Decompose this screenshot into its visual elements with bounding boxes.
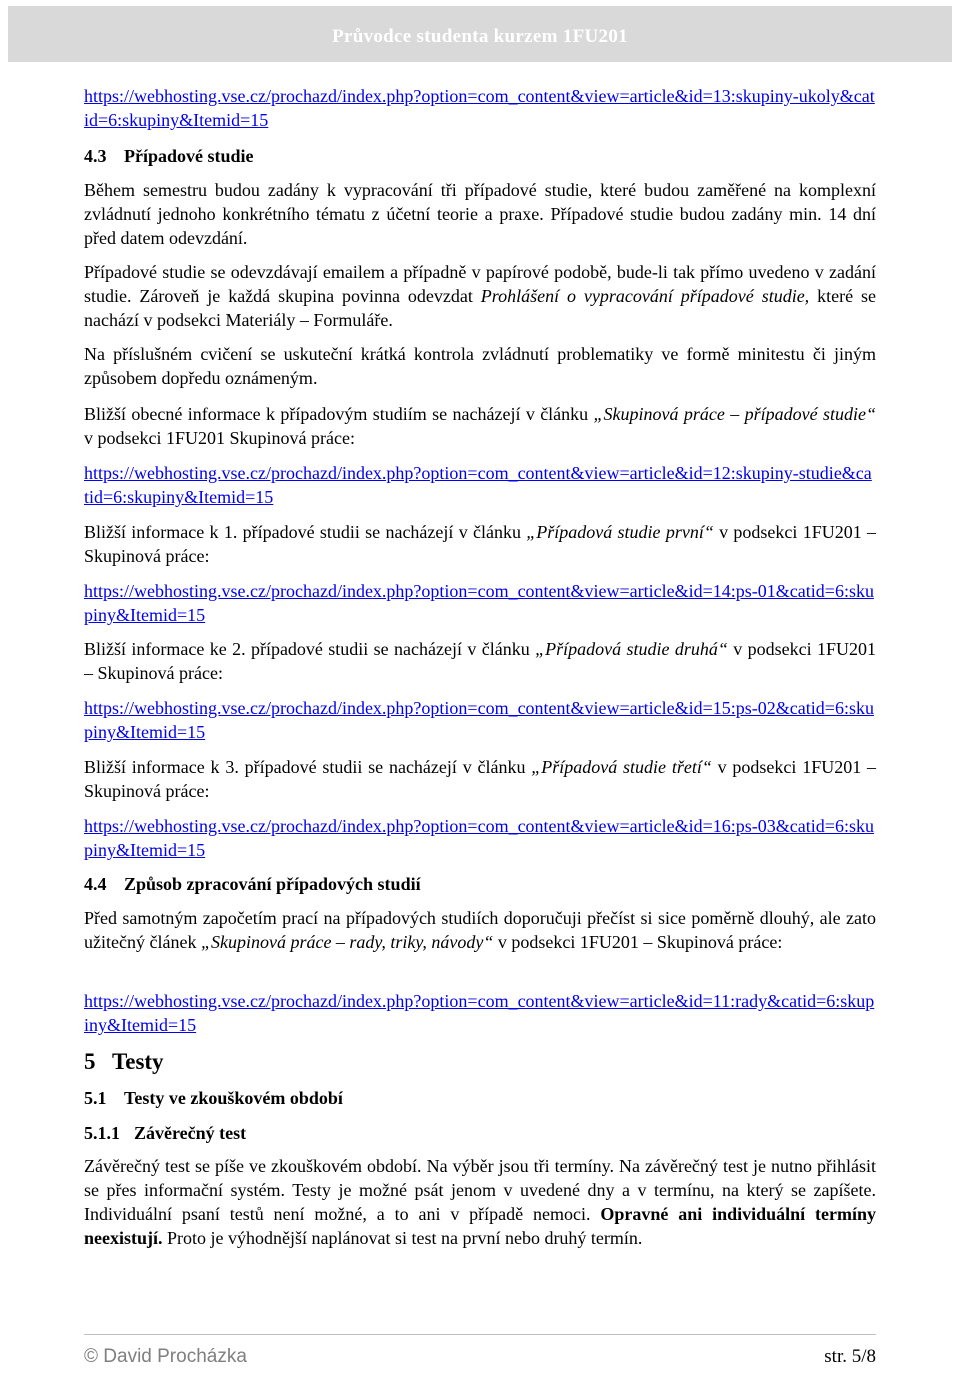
section-5-1-heading bbox=[84, 1086, 876, 1110]
footer-divider bbox=[84, 1334, 876, 1335]
chapter-title: Testy bbox=[112, 1049, 164, 1074]
link-block-13 bbox=[84, 84, 876, 132]
link-ps-02[interactable]: https://webhosting.vse.cz/prochazd/index.php?option=com_content&view=article&id=15:ps-02&catid=6:skupiny&Itemid=15 bbox=[84, 698, 874, 742]
link-skupiny-ukoly[interactable]: https://webhosting.vse.cz/prochazd/index.php?option=com_content&view=article&id=13:skupiny-ukoly&catid=6:skupiny&Itemid=15 bbox=[84, 86, 875, 130]
page-number: str. 5/8 bbox=[824, 1346, 876, 1367]
section-number: 4.4 bbox=[84, 874, 107, 894]
link-block-11 bbox=[84, 989, 876, 1037]
chapter-heading bbox=[84, 1048, 876, 1076]
link-rady[interactable]: https://webhosting.vse.cz/prochazd/index.php?option=com_content&view=article&id=11:rady&catid=6:skupiny&Itemid=15 bbox=[84, 991, 875, 1035]
section-4-3-heading bbox=[84, 144, 876, 168]
paragraph bbox=[84, 260, 876, 332]
italic-text: Prohlášení o vypracování případové studie, bbox=[480, 286, 810, 306]
text-span: Případové studie se odevzdávají emailem a případně v papírové podobě, bude-li tak přímo uvedeno v zadání studie. Zároveň je každá skupina povinna odevzdat bbox=[84, 262, 876, 306]
text-span: Proto je výhodnější naplánovat si test na první nebo druhý termín. bbox=[162, 1228, 643, 1248]
link-block-15 bbox=[84, 696, 876, 744]
link-skupiny-studie[interactable]: https://webhosting.vse.cz/prochazd/index.php?option=com_content&view=article&id=12:skupiny-studie&catid=6:skupiny&Itemid=15 bbox=[84, 463, 872, 507]
paragraph bbox=[84, 755, 876, 803]
section-title: Testy ve zkouškovém období bbox=[124, 1088, 343, 1108]
paragraph bbox=[84, 402, 876, 450]
paragraph-general-info bbox=[84, 402, 876, 450]
link-ps-01[interactable]: https://webhosting.vse.cz/prochazd/index.php?option=com_content&view=article&id=14:ps-01&catid=6:skupiny&Itemid=15 bbox=[84, 581, 874, 625]
text-span: které se nachází v podsekci Materiály – Formuláře. bbox=[84, 286, 876, 330]
paragraph: Na příslušném cvičení se uskuteční krátká kontrola zvládnutí problematiky ve formě minitestu či jiným způsobem dopředu oznámeným. bbox=[84, 344, 876, 388]
text-span: v podsekci 1FU201 – Skupinová práce: bbox=[493, 932, 783, 952]
header-title: Průvodce studenta kurzem 1FU201 bbox=[332, 26, 628, 47]
text-span: v podsekci 1FU201 – Skupinová práce: bbox=[84, 757, 876, 801]
section-number: 5.1 bbox=[84, 1088, 107, 1108]
chapter-5-heading bbox=[84, 1048, 876, 1076]
paragraph bbox=[84, 520, 876, 568]
chapter-number: 5 bbox=[84, 1049, 96, 1074]
italic-text: „Případová studie druhá“ bbox=[535, 639, 728, 659]
section-heading bbox=[84, 1086, 876, 1110]
italic-text: „Případová studie první“ bbox=[526, 522, 714, 542]
text-span: v podsekci 1FU201 – Skupinová práce: bbox=[84, 639, 876, 683]
page-header bbox=[8, 6, 952, 62]
paragraph bbox=[84, 1154, 876, 1250]
subsection-number: 5.1.1 bbox=[84, 1123, 120, 1143]
section-4-4-heading bbox=[84, 872, 876, 896]
text-span: Bližší informace k 1. případové studii se nacházejí v článku bbox=[84, 522, 527, 542]
paragraph-submission bbox=[84, 260, 876, 332]
section-heading bbox=[84, 872, 876, 896]
section-5-1-1-heading bbox=[84, 1121, 876, 1145]
paragraph: Během semestru budou zadány k vypracování tři případové studie, které budou zaměřené na komplexní zvládnutí jednoho konkrétního tématu z účetní teorie a praxe. Případové studie budou zadány min. 14 dní před datem odevzdání. bbox=[84, 180, 876, 248]
text-span: Bližší informace k 3. případové studii se nacházejí v článku bbox=[84, 757, 532, 777]
section-title: Způsob zpracování případových studií bbox=[124, 874, 421, 894]
paragraph-final-test bbox=[84, 1154, 876, 1250]
paragraph bbox=[84, 906, 876, 954]
paragraph-study-2 bbox=[84, 637, 876, 685]
italic-text: „Skupinová práce – rady, triky, návody“ bbox=[200, 932, 494, 952]
link-block-12 bbox=[84, 461, 876, 509]
italic-text: „Případová studie třetí“ bbox=[531, 757, 712, 777]
link-ps-03[interactable]: https://webhosting.vse.cz/prochazd/index.php?option=com_content&view=article&id=16:ps-03&catid=6:skupiny&Itemid=15 bbox=[84, 816, 874, 860]
italic-text: „Skupinová práce – případové studie“ bbox=[593, 404, 876, 424]
paragraph bbox=[84, 637, 876, 685]
section-number: 4.3 bbox=[84, 146, 107, 166]
paragraph-intro bbox=[84, 178, 876, 250]
text-span: Bližší informace ke 2. případové studii se nacházejí v článku bbox=[84, 639, 536, 659]
link-block-16 bbox=[84, 814, 876, 862]
text-span: Před samotným započetím prací na případových studiích doporučuji přečíst si sice poměrně dlouhý, ale zato užitečný článek bbox=[84, 908, 876, 952]
subsection-heading bbox=[84, 1121, 876, 1145]
section-heading bbox=[84, 144, 876, 168]
paragraph-study-1 bbox=[84, 520, 876, 568]
paragraph-study-3 bbox=[84, 755, 876, 803]
text-span: Bližší obecné informace k případovým studiím se nacházejí v článku bbox=[84, 404, 594, 424]
bold-text: Opravné ani individuální termíny neexistují. bbox=[84, 1204, 876, 1248]
section-title: Případové studie bbox=[124, 146, 254, 166]
paragraph-minitest bbox=[84, 342, 876, 390]
footer-author: © David Procházka bbox=[84, 1346, 247, 1367]
text-span: v podsekci 1FU201 – Skupinová práce: bbox=[84, 522, 876, 566]
paragraph-processing bbox=[84, 906, 876, 954]
text-span: Závěrečný test se píše ve zkouškovém období. Na výběr jsou tři termíny. Na závěrečný test je nutno přihlásit se přes informační systém. Testy je možné psát jenom v uvedené dny a v termínu, na který se zapíšete. Individuální psaní testů není možné, a to ani v případě nemoci. bbox=[84, 1156, 876, 1224]
text-span: v podsekci 1FU201 Skupinová práce: bbox=[84, 428, 355, 448]
subsection-title: Závěrečný test bbox=[134, 1123, 247, 1143]
link-block-14 bbox=[84, 579, 876, 627]
